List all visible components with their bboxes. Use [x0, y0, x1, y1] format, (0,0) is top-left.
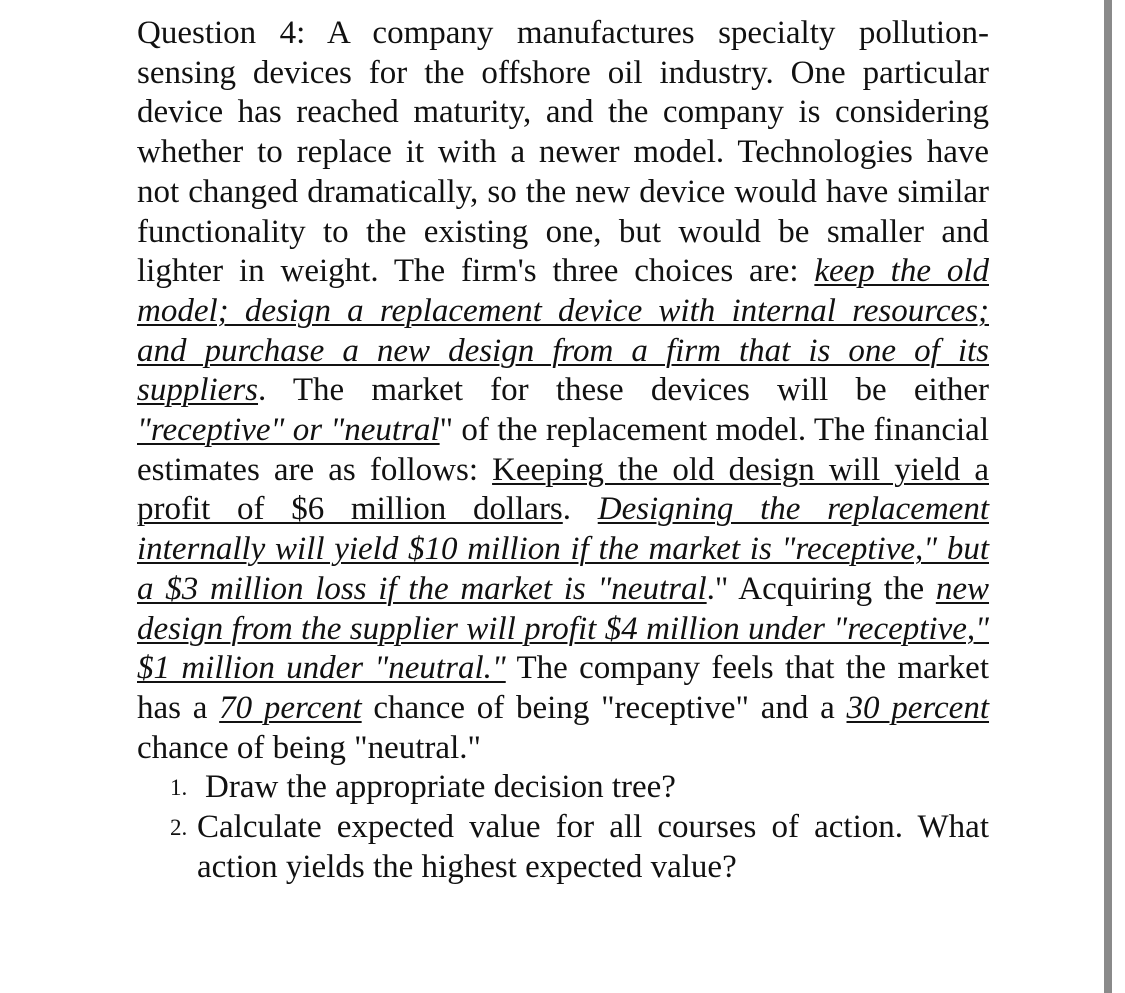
question-text-3: " of the replacement model. The financial estimates are as follows: [137, 412, 989, 488]
choices-underlined: keep the old model; design a replacement device with internal resources; and purchase a new design from a firm that is one of its suppliers [137, 253, 989, 409]
market-states-underlined: "receptive" or "neutral [137, 412, 440, 449]
question-text-7: chance of being "receptive" and a [361, 689, 847, 726]
list-item [137, 768, 989, 808]
question-text-4: . [562, 491, 598, 528]
list-item [137, 808, 989, 887]
design-internal-estimate: Designing the replacement internally will yield $10 million if the market is "receptive," but a $3 million loss if the market is "neutral [137, 491, 989, 607]
receptive-probability: 70 percent [219, 689, 362, 726]
list-item-number: 2. [170, 815, 188, 841]
supplier-estimate: new design from the supplier will profit $4 million under "receptive," $1 million under "neutral." [137, 570, 990, 687]
question-text-6: The company feels that the market has a [137, 650, 989, 726]
question-text-1: Question 4: A company manufactures specialty pollution-sensing devices for the offshore oil industry. One particular device has reached maturity, and the company is considering whether to replace it with a newer model. Technologies have not changed dramatically, so the new device would have similar functionality to the existing one, but would be smaller and lighter in weight. The firm's three choices are: [137, 15, 989, 290]
keep-old-estimate: Keeping the old design will yield a profit of $6 million dollars [137, 451, 989, 528]
sub-question-list [137, 768, 989, 887]
neutral-probability: 30 percent [846, 689, 990, 726]
list-item-number: 1. [170, 775, 188, 801]
scrollbar[interactable] [1104, 0, 1112, 993]
list-item-text: Calculate expected value for all courses of action. What action yields the highest expected value? [197, 809, 989, 885]
question-text-2: . The market for these devices will be either [258, 372, 989, 409]
question-paragraph [137, 14, 989, 768]
list-item-text: Draw the appropriate decision tree? [205, 769, 676, 806]
question-text-5: ." Acquiring the [706, 570, 936, 607]
question-content [137, 14, 989, 887]
question-text-8: chance of being "neutral." [137, 729, 481, 766]
